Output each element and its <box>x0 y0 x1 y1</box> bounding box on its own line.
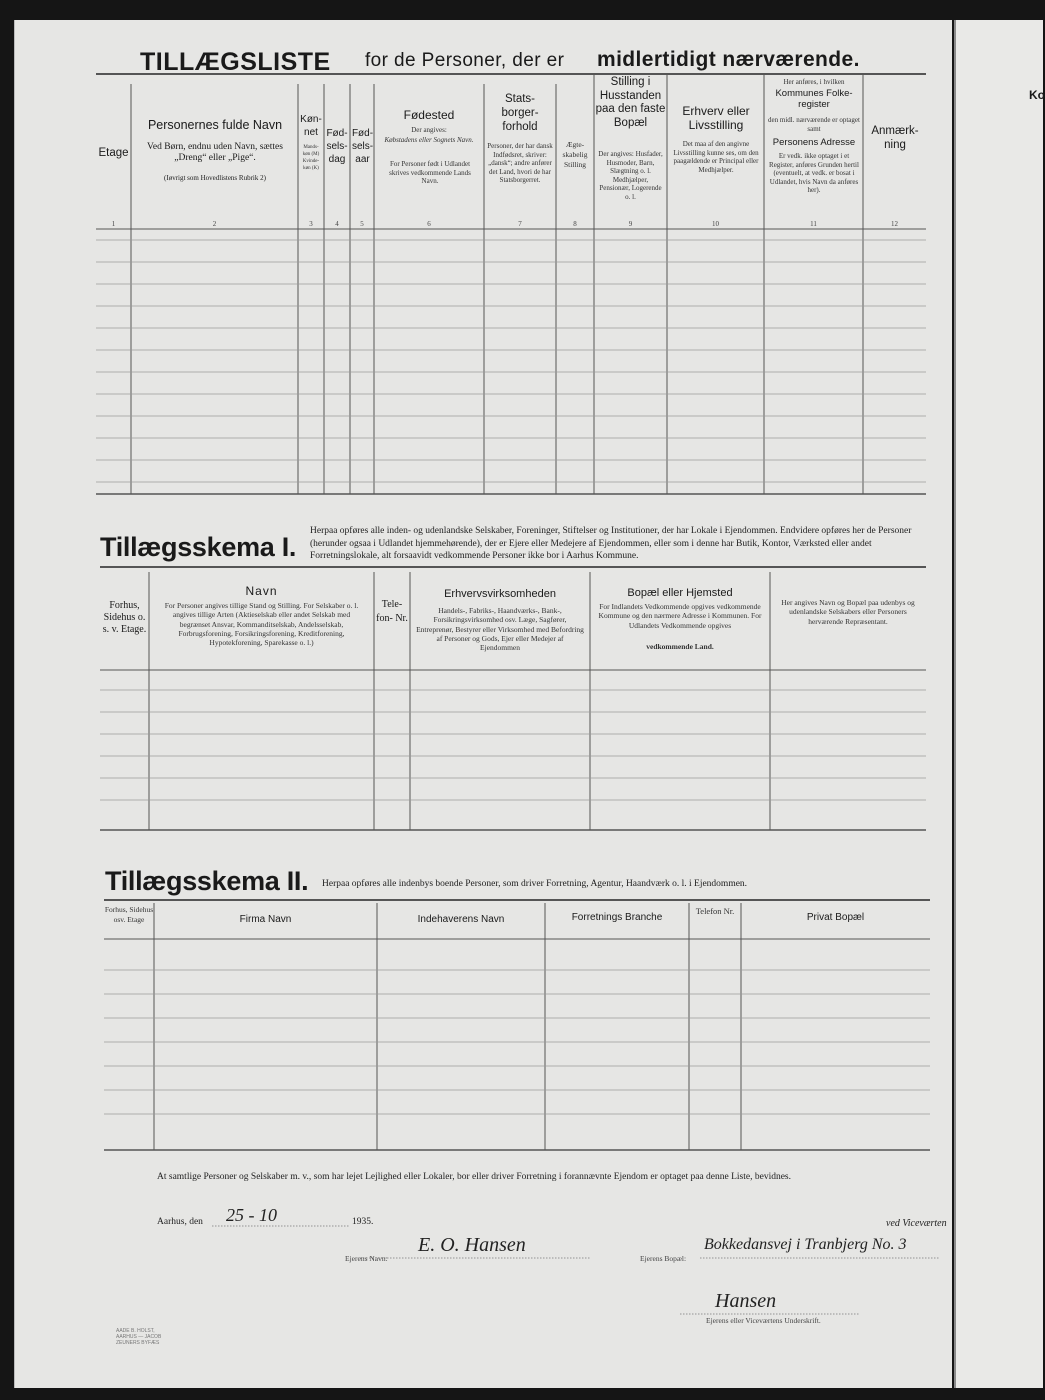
signature-label: Ejerens eller Viceværtens Underskrift. <box>706 1316 821 1325</box>
col-citizenship-note: Personer, der har dansk Indfødsret, skriver: „dansk“; andre anfører det Land, hvori de har Statsborgerret. <box>487 142 553 184</box>
skema2-intro: Herpaa opføres alle indenbys boende Personer, som driver Forretning, Agentur, Haandværk o. l. i Ejendommen. <box>322 879 748 889</box>
col-number: 10 <box>712 220 719 228</box>
col-number: 12 <box>891 220 898 228</box>
col-register-note-2: den midl. nærværende er optaget samt <box>768 116 860 133</box>
skema1-col-residence-note-b: vedkommende Land. <box>646 642 714 651</box>
col-register-note-3: Er vedk. ikke optaget i et Register, anføres Grunden hertil (eventuelt, at vedk. er bosat i Udlandet, hvis Navn da anføres her). <box>769 152 859 194</box>
signature-handwritten: Hansen <box>715 1290 777 1312</box>
col-remark-header: Anmærk- ning <box>871 125 919 151</box>
col-number: 7 <box>518 220 522 228</box>
col-number: 3 <box>309 220 313 228</box>
col-number: 1 <box>111 220 116 228</box>
liste-subtitle-a: for de Personer, der er <box>365 50 565 71</box>
address-addition-handwritten: ved Viceværten <box>886 1218 947 1229</box>
col-etage-header: Etage <box>98 147 129 159</box>
col-number: 11 <box>810 220 817 228</box>
skema2-col-branch: Forretnings Branche <box>571 912 663 923</box>
skema2-col-private-address: Privat Bopæl <box>806 912 865 923</box>
skema1-col-name-header: Navn <box>245 584 278 598</box>
col-register-note-1: Her anføres, i hvilken <box>783 78 845 86</box>
col-register-header: Kommunes Folke- register <box>775 88 853 110</box>
owner-name-handwritten: E. O. Hansen <box>418 1234 526 1256</box>
skema1-col-business-note: Handels-, Fabriks-, Haandværks-, Bank-, Forsikringsvirksomhed osv. Læge, Sagfører, Entreprenør, Bestyrer eller Virksomhed med Befordring af Personer og Gods, Ejer eller Medejer af Ejendommen <box>416 606 584 653</box>
col-household-note: Der angives: Husfader, Husmoder, Barn, Slægtning o. l. Medhjælper, Pensionær, Logerende o. l. <box>598 150 663 201</box>
skema1-col-residence-note: For Indlandets Vedkommende opgives vedkommende Kommune og den nærmere Adresse i Kommunen. For Udlandets Vedkommende opgives <box>598 602 762 630</box>
col-birthplace-note-1: Der angives: <box>411 126 447 134</box>
col-number: 2 <box>212 220 217 228</box>
liste-title: TILLÆGSLISTE <box>140 48 331 76</box>
col-gender-header: Køn- net <box>300 114 322 138</box>
adjacent-page-fragment: Ko <box>1029 88 1045 102</box>
skema2-col-firm: Firma Navn <box>239 914 292 925</box>
footer-year: 1935. <box>352 1217 374 1227</box>
col-citizenship-header: Stats- borger- forhold <box>501 93 539 133</box>
skema1-col-name-note: For Personer angives tillige Stand og Stilling. For Selskaber o. l. angives tillige Arten (Aktieselskab eller andet Selskab med begrænset Ansvar, Kommanditselskab, Andelsselskab, Forbrugsforening, Forsikringsforening, Kreditforening, Hypotekforening, Sparekasse o. l.) <box>164 601 359 648</box>
footer-date-handwritten: 25 - 10 <box>226 1205 277 1225</box>
skema1-col-business-header: Erhvervsvirksomheden <box>444 588 556 600</box>
col-number: 6 <box>427 220 431 228</box>
footer-city-label: Aarhus, den <box>157 1217 203 1227</box>
skema1-col-floor: Forhus, Sidehus o. s. v. Etage. <box>102 600 147 635</box>
col-birthplace-header: Fødested <box>403 108 455 122</box>
col-birthplace-note-3: For Personer født i Udlandet skrives vedkommende Lands Navn. <box>389 160 471 185</box>
certification-statement: At samtlige Personer og Selskaber m. v., som har lejet Lejlighed eller Lokaler, bor eller driver Forretning i forannævnte Ejendom er optaget paa denne Liste, bevidnes. <box>157 1172 791 1182</box>
owner-address-handwritten: Bokkedansvej i Tranbjerg No. 3 <box>704 1236 907 1253</box>
col-birthyear-header: Fød- sels- aar <box>351 128 374 165</box>
skema2-col-floor: Forhus, Sidehus osv. Etage <box>104 905 154 924</box>
col-number: 4 <box>335 220 339 228</box>
col-marital-header: Ægte- skabelig Stilling <box>562 140 588 169</box>
skema1-title: Tillægsskema I. <box>100 532 297 562</box>
col-number: 9 <box>628 220 633 228</box>
col-number: 8 <box>573 220 577 228</box>
col-occupation-header: Erhverv eller Livsstilling <box>682 104 750 132</box>
col-name-note-2: (Iøvrigt som Hovedlistens Rubrik 2) <box>164 174 266 182</box>
liste-subtitle-b: midlertidigt nærværende. <box>597 48 860 71</box>
col-household-header: Stilling i Husstanden paa den faste Bopæl <box>595 76 666 129</box>
col-name-header: Personernes fulde Navn <box>147 118 283 132</box>
skema2-col-owner: Indehaverens Navn <box>417 914 505 925</box>
col-birthplace-note-2: Købstadens eller Sognets Navn. <box>384 136 474 144</box>
printer-imprint: AADE B. HOLST, AARHUS — JACOB ZEUNERS BYFÆS <box>116 1328 162 1346</box>
owner-name-label: Ejerens Navn: <box>345 1254 388 1263</box>
col-birthday-header: Fød- sels- dag <box>326 128 348 165</box>
skema2-title: Tillægsskema II. <box>105 866 309 896</box>
skema1-col-phone: Tele- fon- Nr. <box>376 599 408 624</box>
skema2-col-phone: Telefon Nr. <box>695 906 735 916</box>
col-name-note: Ved Børn, endnu uden Navn, sættes „Dreng“ eller „Pige“. <box>147 142 283 163</box>
col-occupation-note: Det maa af den angivne Livsstilling kunne ses, om den paagældende er Principal eller Medhjælper. <box>673 140 759 174</box>
col-number: 5 <box>360 220 364 228</box>
owner-address-label: Ejerens Bopæl: <box>640 1254 687 1263</box>
col-address-header: Personens Adresse <box>772 137 856 148</box>
skema1-intro: Herpaa opføres alle inden- og udenlandske Selskaber, Foreninger, Stiftelser og Institutioner, der har Lokale i Ejendommen. Endvidere opføres her de Personer (herunder ogsaa i Udlandet hjemmehørende), der er Ejere eller Medejere af Ejendommen, eller som i denne har Butik, Kontor, Værksted eller andet Forretningslokale, alt forsaavidt vedkommende Personer ikke bor i Aarhus Kommune. <box>310 526 912 561</box>
skema1-col-residence-header: Bopæl eller Hjemsted <box>627 587 733 599</box>
skema1-col-representative: Her angives Navn og Bopæl paa udenbys og udenlandske Selskabers eller Personers herværende Repræsentant. <box>781 598 915 626</box>
col-gender-note: Mands- køn (M) Kvinde- køn (K) <box>302 145 320 171</box>
